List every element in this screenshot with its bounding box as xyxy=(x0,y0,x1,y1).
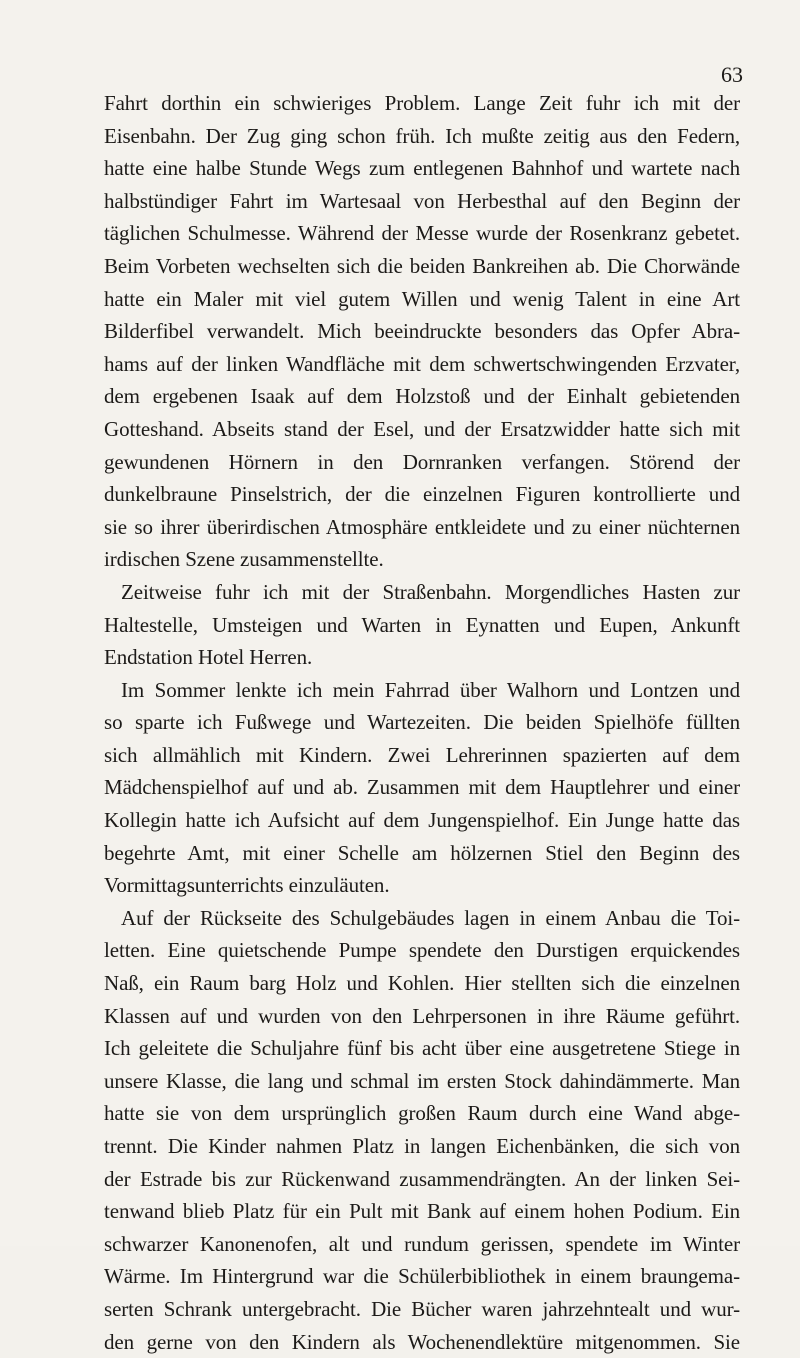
text-line: Zeitweise fuhr ich mit der Straßenbahn. Morgendliches Hasten zur xyxy=(121,579,740,604)
text-line: Bilderfibel verwandelt. Mich beeindruckte besonders das Opfer Abra- xyxy=(104,319,740,344)
text-line: so sparte ich Fußwege und Wartezeiten. Die beiden Spielhöfe füllten xyxy=(104,710,740,735)
text-line: sie so ihrer überirdischen Atmosphäre entkleidete und zu einer nüchternen xyxy=(104,514,740,539)
text-line: Haltestelle, Umsteigen und Warten in Eynatten und Eupen, Ankunft xyxy=(104,612,740,637)
text-line: Vormittagsunterrichts einzuläuten. xyxy=(104,873,390,898)
text-line: schwarzer Kanonenofen, alt und rundum gerissen, spendete im Winter xyxy=(104,1231,740,1256)
text-line: gewundenen Hörnern in den Dornranken verfangen. Störend der xyxy=(104,449,740,474)
text-line: trennt. Die Kinder nahmen Platz in langen Eichenbänken, die sich von xyxy=(104,1134,740,1158)
text-line: Eisenbahn. Der Zug ging schon früh. Ich mußte zeitig aus den Federn, xyxy=(104,123,740,148)
text-line: tenwand blieb Platz für ein Pult mit Bank auf einem hohen Podium. Ein xyxy=(104,1199,740,1224)
page-number: 63 xyxy=(721,62,743,87)
text-line: unsere Klasse, die lang und schmal im ersten Stock dahindämmerte. Man xyxy=(104,1068,740,1093)
text-line: Ich geleitete die Schuljahre fünf bis acht über eine ausgetretene Stiege in xyxy=(104,1036,740,1061)
text-line: sich allmählich mit Kindern. Zwei Lehrerinnen spazierten auf dem xyxy=(104,742,740,767)
text-line: hams auf der linken Wandfläche mit dem schwertschwingenden Erzvater, xyxy=(104,351,740,376)
text-line: Beim Vorbeten wechselten sich die beiden Bankreihen ab. Die Chorwände xyxy=(104,253,740,278)
body-text xyxy=(104,87,740,1358)
text-line: letten. Eine quietschende Pumpe spendete den Durstigen erquickendes xyxy=(104,938,740,963)
text-line: Auf der Rückseite des Schulgebäudes lagen in einem Anbau die Toi- xyxy=(121,905,740,930)
text-line: Naß, ein Raum barg Holz und Kohlen. Hier stellten sich die einzelnen xyxy=(104,971,740,996)
text-line: den gerne von den Kindern als Wochenendlektüre mitgenommen. Sie xyxy=(104,1329,740,1354)
text-line: täglichen Schulmesse. Während der Messe wurde der Rosenkranz gebetet. xyxy=(104,221,740,246)
text-line: hatte eine halbe Stunde Wegs zum entlegenen Bahnhof und wartete nach xyxy=(104,156,740,181)
text-line: Klassen auf und wurden von den Lehrpersonen in ihre Räume geführt. xyxy=(104,1003,740,1028)
text-line: halbstündiger Fahrt im Wartesaal von Herbesthal auf den Beginn der xyxy=(104,188,740,213)
text-line: Fahrt dorthin ein schwieriges Problem. Lange Zeit fuhr ich mit der xyxy=(104,91,740,115)
text-line: hatte ein Maler mit viel gutem Willen und wenig Talent in eine Art xyxy=(104,286,740,311)
text-line: dem ergebenen Isaak auf dem Holzstoß und der Einhalt gebietenden xyxy=(104,384,740,409)
text-line: dunkelbraune Pinselstrich, der die einzelnen Figuren kontrollierte und xyxy=(104,482,740,507)
text-line: Wärme. Im Hintergrund war die Schülerbibliothek in einem braungema- xyxy=(104,1264,740,1289)
text-line: begehrte Amt, mit einer Schelle am hölzernen Stiel den Beginn des xyxy=(104,840,740,865)
text-line: Mädchenspielhof auf und ab. Zusammen mit dem Hauptlehrer und einer xyxy=(104,775,740,800)
text-line: Im Sommer lenkte ich mein Fahrrad über Walhorn und Lontzen und xyxy=(121,677,740,702)
text-line: hatte sie von dem ursprünglich großen Raum durch eine Wand abge- xyxy=(104,1101,740,1126)
text-line: Kollegin hatte ich Aufsicht auf dem Jungenspielhof. Ein Junge hatte das xyxy=(104,808,740,833)
text-line: irdischen Szene zusammenstellte. xyxy=(104,547,384,572)
text-line: serten Schrank untergebracht. Die Bücher waren jahrzehntealt und wur- xyxy=(104,1296,740,1321)
text-line: Endstation Hotel Herren. xyxy=(104,645,313,670)
text-line: der Estrade bis zur Rückenwand zusammendrängten. An der linken Sei- xyxy=(104,1166,740,1191)
text-line: Gotteshand. Abseits stand der Esel, und der Ersatzwidder hatte sich mit xyxy=(104,416,740,441)
